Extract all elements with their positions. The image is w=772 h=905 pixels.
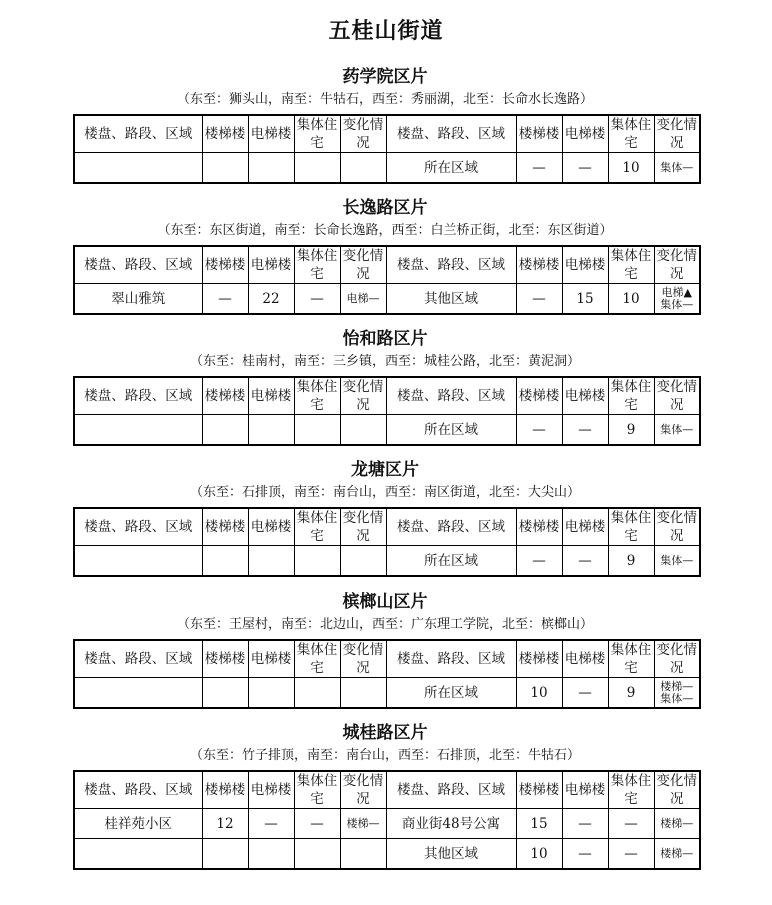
column-header: 楼盘、路段、区域 (74, 640, 202, 678)
column-header: 集体住宅 (294, 771, 340, 809)
district-table (73, 114, 701, 184)
district-table (73, 245, 701, 315)
table-cell (294, 415, 340, 446)
table-cell: 12 (202, 809, 248, 839)
column-header: 楼梯楼 (516, 246, 562, 284)
table-row (74, 415, 700, 446)
section-title: 怡和路区片 (342, 329, 428, 349)
table-cell (248, 678, 294, 709)
column-header: 变化情况 (340, 115, 386, 153)
table-cell: 10 (516, 678, 562, 709)
table-cell (74, 678, 202, 709)
table-header-row (74, 377, 700, 415)
table-cell: — (516, 153, 562, 184)
column-header: 楼梯楼 (202, 640, 248, 678)
column-header: 电梯楼 (248, 115, 294, 153)
table-cell: — (562, 415, 608, 446)
section-yaoxueyuan (73, 64, 697, 184)
table-row (74, 153, 700, 184)
table-cell: 所在区域 (386, 546, 516, 577)
table-row (74, 284, 700, 315)
column-header: 楼梯楼 (516, 377, 562, 415)
column-header: 电梯楼 (562, 377, 608, 415)
column-header: 集体住宅 (294, 377, 340, 415)
table-cell: — (516, 415, 562, 446)
column-header: 集体住宅 (608, 115, 654, 153)
column-header: 楼梯楼 (202, 246, 248, 284)
table-cell: — (562, 809, 608, 839)
table-cell (248, 153, 294, 184)
column-header: 楼梯楼 (516, 115, 562, 153)
table-cell (340, 415, 386, 446)
column-header: 集体住宅 (608, 508, 654, 546)
table-cell: 电梯— (340, 284, 386, 315)
table-cell: 15 (516, 809, 562, 839)
column-header: 电梯楼 (248, 771, 294, 809)
table-row (74, 839, 700, 870)
table-cell: — (608, 809, 654, 839)
table-cell (340, 678, 386, 709)
table-cell: 9 (608, 546, 654, 577)
table-cell: 9 (608, 678, 654, 709)
district-table (73, 770, 701, 870)
table-cell (294, 678, 340, 709)
table-cell: 所在区域 (386, 153, 516, 184)
table-cell (294, 153, 340, 184)
column-header: 电梯楼 (248, 246, 294, 284)
table-cell: 10 (608, 153, 654, 184)
column-header: 楼盘、路段、区域 (74, 115, 202, 153)
column-header: 集体住宅 (294, 246, 340, 284)
column-header: 楼梯楼 (202, 771, 248, 809)
table-cell: — (562, 153, 608, 184)
column-header: 楼盘、路段、区域 (74, 508, 202, 546)
table-cell: 其他区域 (386, 284, 516, 315)
table-cell: — (562, 678, 608, 709)
column-header: 楼盘、路段、区域 (74, 246, 202, 284)
section-bounds: （东至：王屋村，南至：北边山，西至：广东理工学院，北至：槟榔山） (176, 617, 593, 632)
table-cell: 电梯▲ 集体— (654, 284, 700, 315)
table-cell: 9 (608, 415, 654, 446)
table-cell: 22 (248, 284, 294, 315)
column-header: 集体住宅 (294, 508, 340, 546)
section-title: 药学院区片 (342, 67, 428, 87)
column-header: 集体住宅 (608, 771, 654, 809)
column-header: 变化情况 (654, 771, 700, 809)
table-cell: 翠山雅筑 (74, 284, 202, 315)
section-chengguilu (73, 720, 697, 870)
table-cell (340, 839, 386, 870)
table-cell: 商业街48号公寓 (386, 809, 516, 839)
district-table (73, 639, 701, 709)
column-header: 变化情况 (340, 508, 386, 546)
table-cell: 集体— (654, 546, 700, 577)
section-bounds: （东至：狮头山，南至：牛牯石，西至：秀丽湖，北至：长命水长逸路） (176, 92, 593, 107)
table-header-row (74, 115, 700, 153)
column-header: 集体住宅 (608, 246, 654, 284)
column-header: 楼梯楼 (516, 508, 562, 546)
table-cell: — (248, 809, 294, 839)
column-header: 电梯楼 (562, 115, 608, 153)
table-cell (294, 839, 340, 870)
section-longtang (73, 457, 697, 577)
section-bounds: （东至：东区街道，南至：长命长逸路，西至：白兰桥正街，北至：东区街道） (157, 223, 613, 238)
column-header: 变化情况 (654, 115, 700, 153)
section-title: 槟榔山区片 (342, 592, 428, 612)
table-header-row (74, 771, 700, 809)
column-header: 楼梯楼 (516, 771, 562, 809)
column-header: 集体住宅 (608, 640, 654, 678)
column-header: 集体住宅 (294, 640, 340, 678)
column-header: 楼盘、路段、区域 (386, 246, 516, 284)
column-header: 电梯楼 (248, 377, 294, 415)
table-cell: — (516, 284, 562, 315)
table-cell (248, 415, 294, 446)
table-row (74, 546, 700, 577)
column-header: 电梯楼 (562, 640, 608, 678)
table-row (74, 678, 700, 709)
column-header: 电梯楼 (562, 771, 608, 809)
table-cell: — (608, 839, 654, 870)
column-header: 楼梯楼 (202, 377, 248, 415)
section-changyilu (73, 195, 697, 315)
column-header: 电梯楼 (562, 508, 608, 546)
column-header: 楼盘、路段、区域 (74, 377, 202, 415)
table-cell: — (294, 809, 340, 839)
column-header: 变化情况 (654, 640, 700, 678)
column-header: 电梯楼 (248, 508, 294, 546)
section-bounds: （东至：桂南村，南至：三乡镇，西至：城桂公路，北至：黄泥洞） (189, 354, 580, 369)
column-header: 楼梯楼 (202, 115, 248, 153)
table-header-row (74, 640, 700, 678)
section-yihelu (73, 326, 697, 446)
table-header-row (74, 246, 700, 284)
column-header: 电梯楼 (248, 640, 294, 678)
page-title: 五桂山街道 (328, 19, 444, 44)
column-header: 电梯楼 (562, 246, 608, 284)
table-cell: 集体— (654, 153, 700, 184)
section-title: 城桂路区片 (342, 723, 428, 743)
table-cell: 10 (516, 839, 562, 870)
column-header: 楼梯楼 (516, 640, 562, 678)
column-header: 集体住宅 (294, 115, 340, 153)
section-title: 长逸路区片 (342, 198, 428, 218)
column-header: 楼盘、路段、区域 (386, 640, 516, 678)
column-header: 楼盘、路段、区域 (386, 377, 516, 415)
table-cell: 15 (562, 284, 608, 315)
table-cell: — (562, 546, 608, 577)
table-cell: 10 (608, 284, 654, 315)
table-cell: 楼梯— (654, 839, 700, 870)
column-header: 变化情况 (654, 508, 700, 546)
district-table (73, 376, 701, 446)
table-cell (74, 415, 202, 446)
table-cell: — (294, 284, 340, 315)
table-cell (340, 153, 386, 184)
table-cell (74, 839, 202, 870)
table-cell (340, 546, 386, 577)
table-cell (248, 546, 294, 577)
column-header: 变化情况 (340, 246, 386, 284)
section-title: 龙塘区片 (351, 460, 419, 480)
column-header: 变化情况 (340, 377, 386, 415)
column-header: 楼盘、路段、区域 (386, 771, 516, 809)
table-cell (248, 839, 294, 870)
table-cell: — (516, 546, 562, 577)
table-cell: — (202, 284, 248, 315)
table-cell (294, 546, 340, 577)
column-header: 变化情况 (654, 246, 700, 284)
table-cell: 集体— (654, 415, 700, 446)
section-bounds: （东至：竹子排顶，南至：南台山，西至：石排顶，北至：牛牯石） (189, 748, 580, 763)
table-cell: 楼梯— (654, 809, 700, 839)
column-header: 楼盘、路段、区域 (386, 115, 516, 153)
table-cell (202, 678, 248, 709)
table-cell (202, 546, 248, 577)
table-cell (202, 415, 248, 446)
table-cell: 其他区域 (386, 839, 516, 870)
column-header: 集体住宅 (608, 377, 654, 415)
column-header: 变化情况 (340, 771, 386, 809)
column-header: 楼盘、路段、区域 (386, 508, 516, 546)
section-bounds: （东至：石排顶，南至：南台山，西至：南区街道，北至：大尖山） (189, 485, 580, 500)
section-binlangshan (73, 589, 697, 709)
column-header: 楼盘、路段、区域 (74, 771, 202, 809)
table-header-row (74, 508, 700, 546)
table-cell: 楼梯— (340, 809, 386, 839)
column-header: 变化情况 (654, 377, 700, 415)
table-cell: 所在区域 (386, 678, 516, 709)
table-cell: 桂祥苑小区 (74, 809, 202, 839)
table-cell (202, 839, 248, 870)
table-cell: — (562, 839, 608, 870)
table-cell (202, 153, 248, 184)
table-row (74, 809, 700, 839)
district-table (73, 507, 701, 577)
table-cell (74, 546, 202, 577)
table-cell: 楼梯— 集体— (654, 678, 700, 709)
column-header: 楼梯楼 (202, 508, 248, 546)
table-cell: 所在区域 (386, 415, 516, 446)
column-header: 变化情况 (340, 640, 386, 678)
table-cell (74, 153, 202, 184)
